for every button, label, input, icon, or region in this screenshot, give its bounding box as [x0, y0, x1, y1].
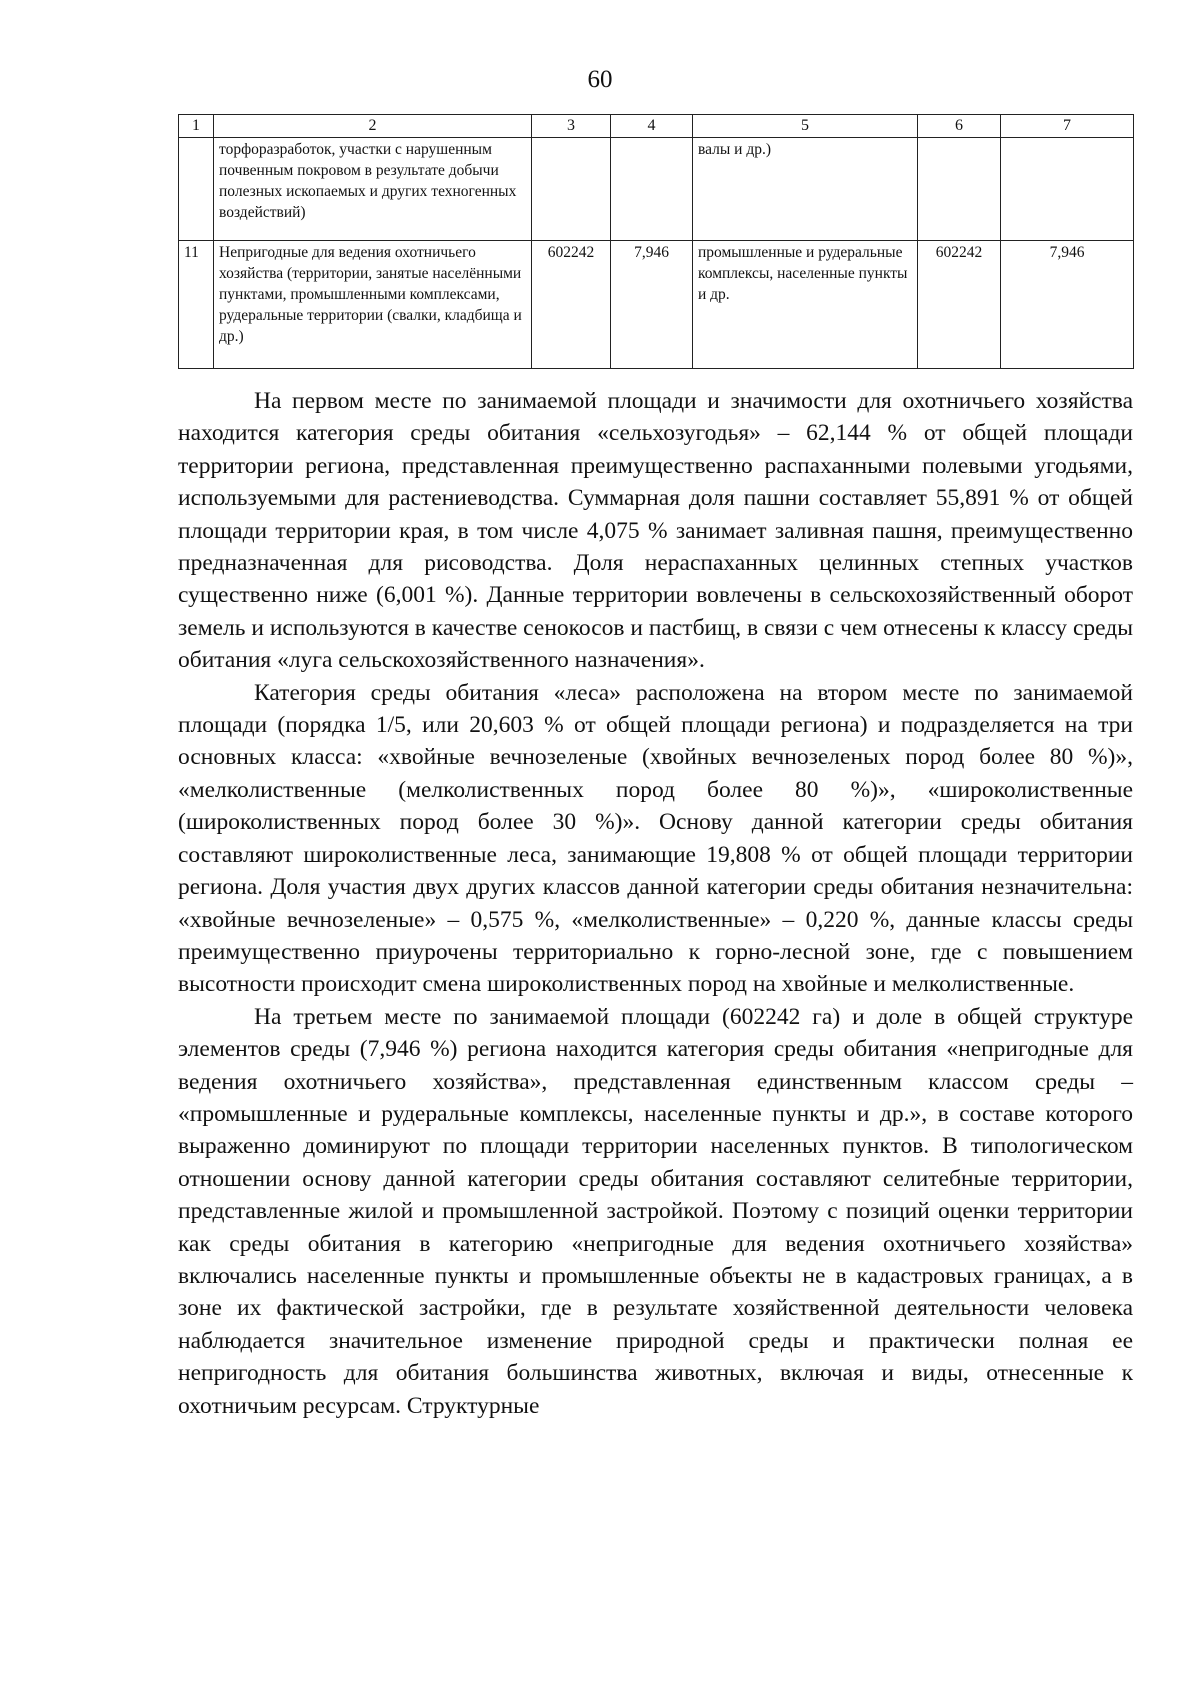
table-header-cell: 6 [918, 115, 1001, 138]
table-header-cell: 5 [693, 115, 918, 138]
paragraph-unsuitable-lands: На третьем месте по занимаемой площади (602242 га) и доле в общей структуре элементов среды (7,946 %) региона находится категория среды обитания «непригодные для ведения охотничьего хозяйства», представленная единственным классом среды – «промышленные и рудеральные комплексы, населенные пункты и др.», в составе которого выраженно доминируют по площади территории населенных пунктов. В типологическом отношении основу данной категории среды обитания составляют селитебные территории, представленные жилой и промышленной застройкой. Поэтому с позиций оценки территории как среды обитания в категорию «непригодные для ведения охотничьего хозяйства» включались населенные пункты и промышленные объекты не в кадастровых границах, а в зоне их фактической застройки, где в результате хозяйственной деятельности человека наблюдается значительное изменение природной среды и практически полная ее непригодность для обитания большинства животных, включая и виды, отнесенные к охотничьим ресурсам. Структурные [178, 1003, 1133, 1419]
page-number: 60 [587, 66, 613, 93]
table-cell-share: 7,946 [611, 241, 693, 369]
table-header-cell: 2 [214, 115, 532, 138]
table-cell-class: промышленные и рудеральные комплексы, населенные пункты и др. [693, 241, 918, 369]
table-cell-area [532, 138, 611, 241]
table-header-cell: 4 [611, 115, 693, 138]
table-row [179, 241, 1134, 369]
table-cell-share [1001, 138, 1134, 241]
paragraph-forests: Категория среды обитания «леса» расположена на втором месте по занимаемой площади (порядка 1/5, или 20,603 % от общей площади региона) и подразделяется на три основных класса: «хвойные вечнозеленые (хвойных вечнозеленых пород более 80 %)», «мелколиственные (мелколиственных пород более 80 %)», «широколиственные (широколиственных пород более 30 %)». Основу данной категории среды обитания составляют широколиственные леса, занимающие 19,808 % от общей площади территории региона. Доля участия двух других классов данной категории среды обитания незначительна: «хвойные вечнозеленые» – 0,575 %, «мелколиственные» – 0,220 %, данные классы среды преимущественно приурочены территориально к горно-лесной зоне, где с повышением высотности происходит смена широколиственных пород на хвойные и мелколиственные. [178, 679, 1133, 998]
table-header-row [179, 115, 1134, 138]
table-cell-area: 602242 [918, 241, 1001, 369]
table-cell-number: 11 [179, 241, 214, 369]
table-cell-description: Непригодные для ведения охотничьего хозяйства (территории, занятые населёнными пунктами, промышленными комплексами, рудеральные территории (свалки, кладбища и др.) [214, 241, 532, 369]
table-cell-number [179, 138, 214, 241]
table-cell-class: валы и др.) [693, 138, 918, 241]
table-header-cell: 1 [179, 115, 214, 138]
body-text [178, 385, 1133, 1422]
table-cell-share: 7,946 [1001, 241, 1134, 369]
table-header-cell: 3 [532, 115, 611, 138]
table-row [179, 138, 1134, 241]
table-cell-description: торфоразработок, участки с нарушенным почвенным покровом в результате добычи полезных ископаемых и других техногенных воздействий) [214, 138, 532, 241]
table-cell-area: 602242 [532, 241, 611, 369]
table-cell-share [611, 138, 693, 241]
table-header-cell: 7 [1001, 115, 1134, 138]
habitat-table [178, 114, 1134, 369]
paragraph-agricultural-lands: На первом месте по занимаемой площади и значимости для охотничьего хозяйства находится категория среды обитания «сельхозугодья» – 62,144 % от общей площади территории региона, представленная преимущественно распаханными полевыми угодьями, используемыми для растениеводства. Суммарная доля пашни составляет 55,891 % от общей площади территории края, в том числе 4,075 % занимает заливная пашня, преимущественно предназначенная для рисоводства. Доля нераспаханных целинных степных участков существенно ниже (6,001 %). Данные территории вовлечены в сельскохозяйственный оборот земель и используются в качестве сенокосов и пастбищ, в связи с чем отнесены к классу среды обитания «луга сельскохозяйственного назначения». [178, 388, 1133, 674]
table-cell-area [918, 138, 1001, 241]
